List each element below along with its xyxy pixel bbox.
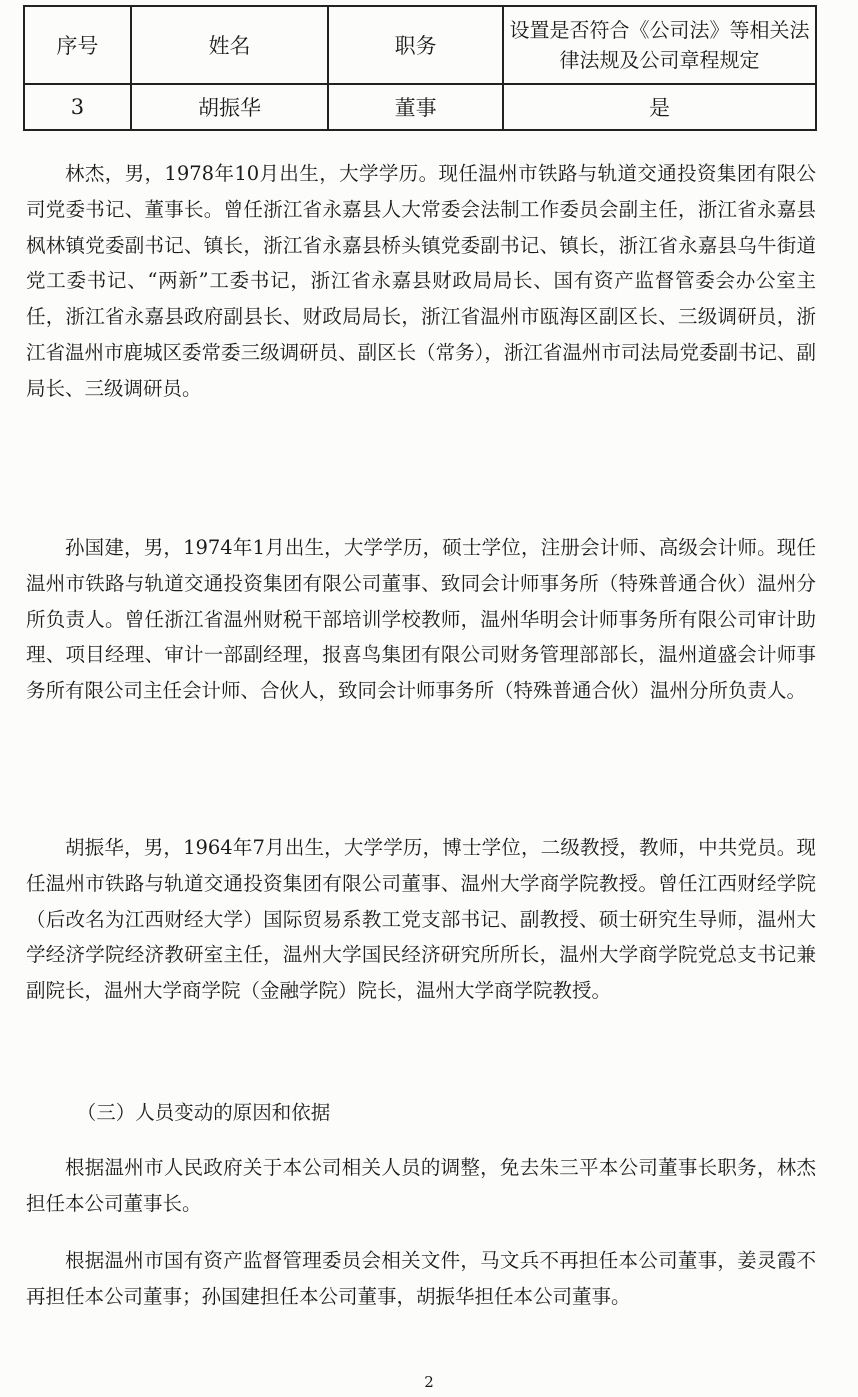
change-reason-1: 根据温州市人民政府关于本公司相关人员的调整，免去朱三平本公司董事长职务，林杰担任本公司董事长。 [26,1156,816,1215]
table-row [24,84,816,130]
personnel-table [23,5,817,131]
header-name: 姓名 [131,6,328,84]
cell-name: 胡振华 [131,84,328,130]
header-compliance: 设置是否符合《公司法》等相关法律法规及公司章程规定 [503,6,816,84]
header-no: 序号 [24,6,131,84]
bio-hu-zhenhua: 胡振华，男，1964年7月出生，大学学历，博士学位，二级教授，教师，中共党员。现任温州市铁路与轨道交通投资集团有限公司董事、温州大学商学院教授。曾任江西财经学院（后改名为江西财经大学）国际贸易系教工党支部书记、副教授、硕士研究生导师，温州大学经济学院经济教研室主任，温州大学国民经济研究所所长，温州大学商学院党总支书记兼副院长，温州大学商学院（金融学院）院长，温州大学商学院教授。 [26,836,816,1003]
bio-sun-guojian: 孙国建，男，1974年1月出生，大学学历，硕士学位，注册会计师、高级会计师。现任温州市铁路与轨道交通投资集团有限公司董事、致同会计师事务所（特殊普通合伙）温州分所负责人。曾任浙江省温州财税干部培训学校教师，温州华明会计师事务所有限公司审计助理、项目经理、审计一部副经理，报喜鸟集团有限公司财务管理部部长，温州道盛会计师事务所有限公司主任会计师、合伙人，致同会计师事务所（特殊普通合伙）温州分所负责人。 [26,536,816,703]
cell-position: 董事 [328,84,503,130]
change-reason-2: 根据温州市国有资产监督管理委员会相关文件，马文兵不再担任本公司董事，姜灵霞不再担任本公司董事；孙国建担任本公司董事，胡振华担任本公司董事。 [26,1249,816,1308]
section-heading: （三）人员变动的原因和依据 [76,1101,331,1124]
cell-no: 3 [24,84,131,130]
bio-lin-jie: 林杰，男，1978年10月出生，大学学历。现任温州市铁路与轨道交通投资集团有限公司党委书记、董事长。曾任浙江省永嘉县人大常委会法制工作委员会副主任，浙江省永嘉县枫林镇党委副书记、镇长，浙江省永嘉县桥头镇党委副书记、镇长，浙江省永嘉县乌牛街道党工委书记、“两新”工委书记，浙江省永嘉县财政局局长、国有资产监督管委会办公室主任，浙江省永嘉县政府副县长、财政局局长，浙江省温州市瓯海区副区长、三级调研员，浙江省温州市鹿城区委常委三级调研员、副区长（常务），浙江省温州市司法局党委副书记、副局长、三级调研员。 [26,162,816,400]
cell-compliance: 是 [503,84,816,130]
header-position: 职务 [328,6,503,84]
page-number: 2 [424,1373,434,1391]
table-header-row [24,6,816,84]
